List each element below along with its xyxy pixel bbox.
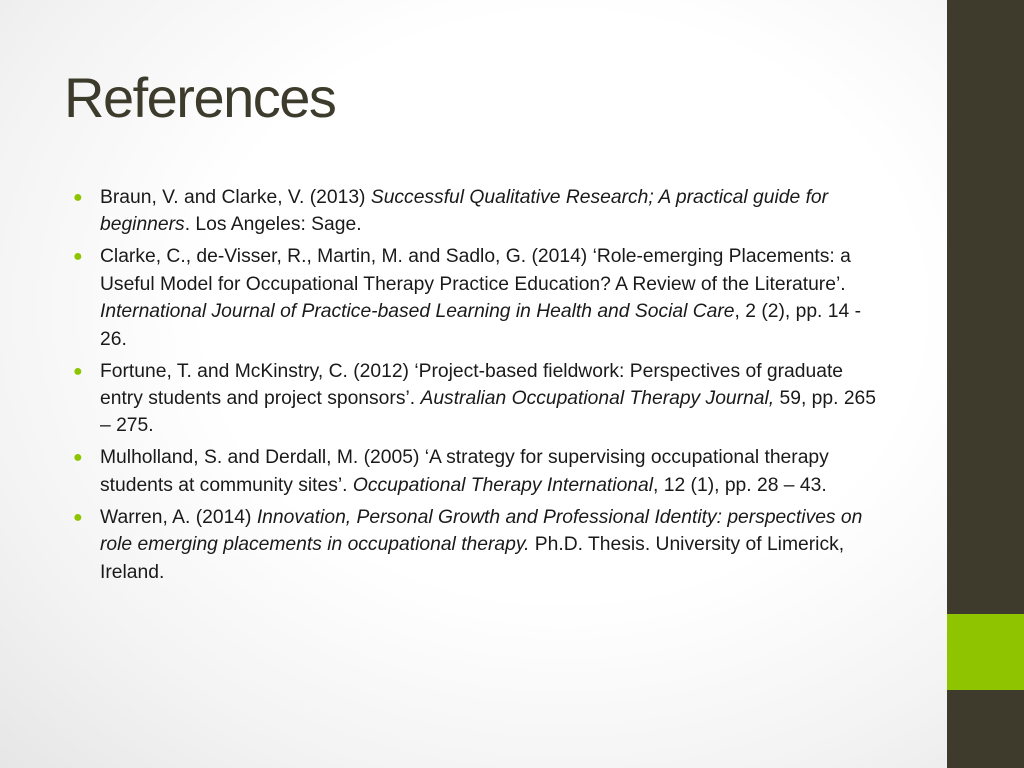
bullet-icon: ● [73,508,83,526]
sidebar-accent-block [947,614,1024,690]
bullet-icon: ● [73,362,83,380]
reference-text: Fortune, T. and McKinstry, C. (2012) ‘Project-based fieldwork: Perspectives of graduate entry students and project sponsors’. [100,360,844,410]
reference-title: Occupational Therapy International [352,474,654,496]
reference-item [70,184,890,239]
reference-text: , 12 (1), pp. 28 – 43. [653,474,827,496]
reference-item [70,444,890,499]
reference-title: Successful Qualitative Research; A practical guide for beginners [100,187,829,236]
reference-text: 59, pp. 265 – 275. [100,388,877,437]
reference-text: Mulholland, S. and Derdall, M. (2005) ‘A strategy for supervising occupational therapy students at community sites’. [100,447,829,496]
reference-title: International Journal of Practice-based Learning in Health and Social Care [100,301,735,323]
reference-text: Warren, A. (2014) [100,506,257,528]
bullet-icon: ● [73,189,83,206]
reference-text: Clarke, C., de-Visser, R., Martin, M. and Sadlo, G. (2014) ‘Role-emerging Placements: a Useful Model for Occupational Therapy Practice Education? A Review of the Literature’. [100,246,851,295]
bullet-icon: ● [73,248,83,266]
reference-list [70,184,890,591]
reference-text: , 2 (2), pp. 14 - 26. [100,301,861,350]
reference-title: Australian Occupational Therapy Journal, [420,388,775,410]
reference-title: Innovation, Personal Growth and Professional Identity: perspectives on role emerging placements in occupational therapy. [100,506,863,556]
bullet-icon: ● [73,449,83,467]
reference-item [70,504,890,586]
decorative-sidebar [947,0,1024,768]
reference-text: . Los Angeles: Sage. [184,214,362,236]
reference-item [70,358,890,440]
slide-title: References [64,66,336,129]
reference-text: Ph.D. Thesis. University of Limerick, Ireland. [100,534,845,583]
reference-item [70,243,890,353]
reference-text: Braun, V. and Clarke, V. (2013) [100,187,371,208]
